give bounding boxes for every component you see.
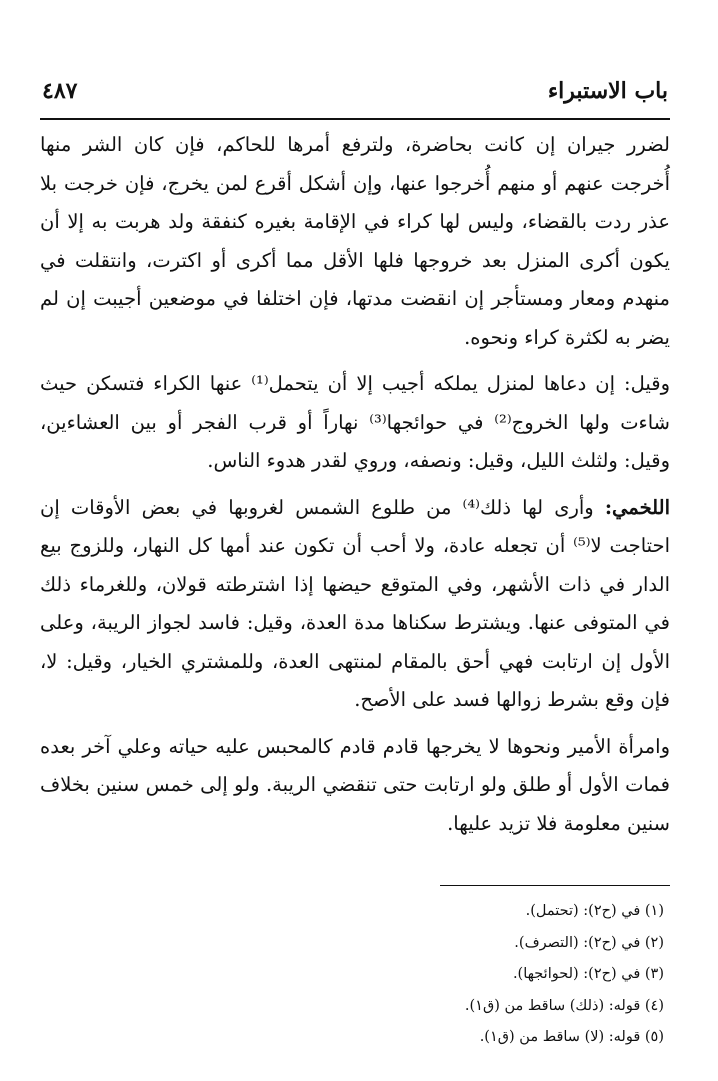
main-text bbox=[40, 120, 670, 843]
paragraph-text: وأرى لها ذلك⁽⁴⁾ من طلوع الشمس لغروبها في بعض الأوقات إن احتاجت لا⁽⁵⁾ أن تجعله عادة، ولا أحب أن تكون عند أمها كل النهار، وللزوج بيع الدار في ذات الأشهر، وفي المتوقع حيضها إذا اشترطته قولان، وللغرماء ذلك في المتوفى عنها. ويشترط سكناها مدة العدة، وقيل: فاسد لجواز الريبة، وعلى الأول إن ارتابت فهي أحق بالمقام لمنتهى العدة، وللمشتري الخيار، وقيل: لا، فإن وقع بشرط زوالها فسد على الأصح. bbox=[40, 495, 670, 711]
paragraph-3 bbox=[40, 489, 670, 720]
paragraph-lead-word: اللخمي: bbox=[604, 495, 670, 519]
footnote-1: (١) في (ح٢): (تحتمل). bbox=[525, 903, 664, 919]
paragraph-4 bbox=[40, 728, 670, 844]
footnotes bbox=[64, 896, 664, 1054]
footnote-3: (٣) في (ح٢): (لحوائجها). bbox=[512, 966, 664, 982]
footnote-separator bbox=[440, 885, 670, 886]
footnote-4: (٤) قوله: (ذلك) ساقط من (ق١). bbox=[464, 997, 664, 1014]
footnote-2: (٢) في (ح٢): (التصرف). bbox=[514, 934, 664, 951]
footnote-5: (٥) قوله: (لا) ساقط من (ق١). bbox=[479, 1029, 664, 1045]
paragraph-text: وقيل: إن دعاها لمنزل يملكه أجيب إلا أن يتحمل⁽¹⁾ عنها الكراء فتسكن حيث شاءت ولها الخروج⁽²⁾ في حوائجها⁽³⁾ نهاراً أو قرب الفجر أو بين العشاءين، وقيل: ولثلث الليل، وقيل: ونصفه، وروي لقدر هدوء الناس. bbox=[40, 372, 671, 472]
page-number: ٤٨٧ bbox=[42, 78, 78, 104]
paragraph-2 bbox=[40, 365, 670, 481]
paragraph-1 bbox=[40, 126, 670, 357]
chapter-title: باب الاستبراء bbox=[547, 78, 668, 104]
paragraph-text: لضرر جيران إن كانت بحاضرة، ولترفع أمرها للحاكم، فإن كان الشر منها أُخرجت عنهم أو منهم أُخرجوا عنها، وإن أشكل أقرع لمن يخرج، فإن خرجت بلا عذر ردت بالقضاء، وليس لها كراء في الإقامة بغيره كنفقة ولد هربت به إلا أن يكون أكرى المنزل بعد خروجها فلها الأقل مما أكرى أو اكترت، وانتقلت في منهدم ومعار ومستأجر إن انقضت مدتها، فإن اختلفا في موضعين أجيبت إن لم يضر به لكثرة كراء ونحوه. bbox=[40, 133, 670, 349]
page-header bbox=[40, 70, 670, 120]
paragraph-text: وامرأة الأمير ونحوها لا يخرجها قادم قادم كالمحبس عليه حياته وعلي آخر بعده فمات الأول أو طلق ولو ارتابت حتى تنقضي الريبة. ولو إلى خمس سنين بخلاف سنين معلومة فلا تزيد عليها. bbox=[40, 734, 670, 835]
document-page bbox=[40, 70, 670, 1060]
